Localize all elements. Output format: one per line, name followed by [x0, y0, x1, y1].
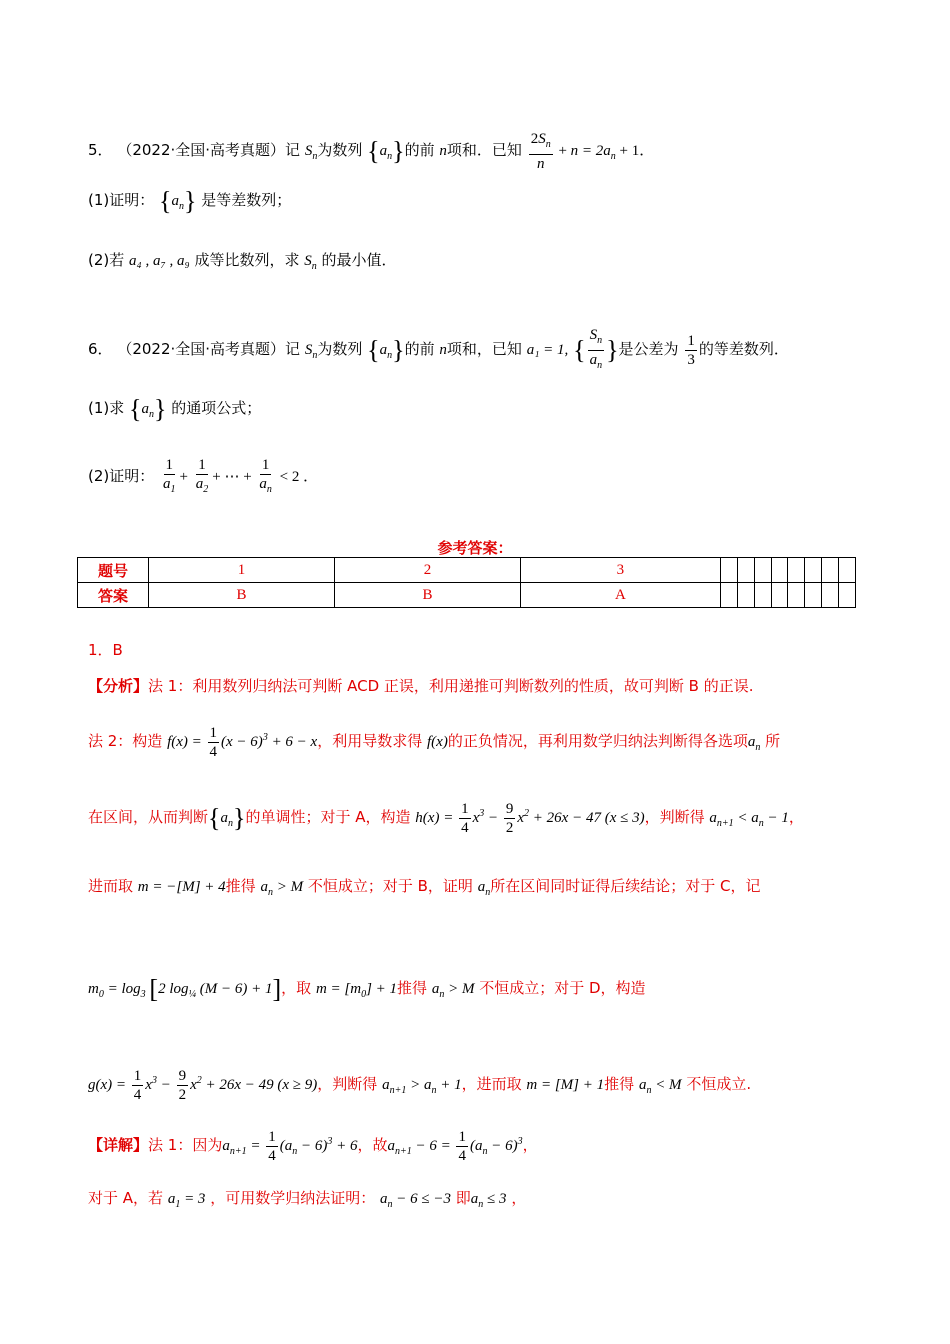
analysis-text: 所在区间同时证得后续结论；对于 C，记	[490, 877, 761, 895]
q5-equation: $\frac{2S_n}{n}$ + $n = 2a_n + 1$．	[530, 131, 655, 172]
table-cell	[822, 558, 839, 583]
q6-part1	[88, 394, 262, 425]
a6-inequality: $a_{n+1} > a_n + 1$	[382, 1076, 462, 1096]
table-cell	[822, 583, 839, 608]
n-symbol: n	[439, 142, 447, 159]
analysis-text: ，判断得	[644, 807, 705, 826]
a5-inequality: $a_n > M$	[431, 981, 475, 1000]
table-cell	[788, 558, 805, 583]
a1-value: $a_1 = 3$	[167, 1191, 206, 1210]
q6-sum: $\frac{1}{a_1}$ + $\frac{1}{a_2}$ + ⋯ + $\frac{1}{a_n}$ < 2	[163, 457, 300, 495]
detail-text: 对于 A，若	[88, 1189, 164, 1207]
analysis-text: 进而取	[88, 877, 134, 895]
analysis-text: 所	[765, 731, 781, 750]
analysis-text: 法 1：利用数列归纳法可判断 ACD 正误，利用递推可判断数列的性质，故可判断 B 的正误.	[148, 677, 754, 695]
q6-text: 记	[285, 339, 301, 358]
analysis-text: ，判断得	[317, 1074, 378, 1093]
table-row	[78, 583, 856, 608]
table-cell	[720, 558, 737, 583]
q6-text: 项和，已知	[446, 339, 522, 358]
table-cell	[839, 583, 856, 608]
table-cell	[771, 583, 788, 608]
q5-terms: a₄ , a₇ , a₉	[129, 253, 190, 269]
an-sequence: $\{a_n\}$	[159, 186, 197, 216]
q5-number: 5．	[88, 140, 113, 159]
analysis-text: ，	[788, 807, 804, 826]
analysis-text: 的单调性；对于 A，构造	[245, 807, 411, 826]
recurrence: $a_{n+1}$ = $\frac{1}{4}$ $(a_n - 6)^3 + 6$	[222, 1129, 358, 1164]
analysis-text: 推得	[225, 877, 256, 895]
table-cell: 1	[149, 558, 335, 583]
a6-conclusion: $a_n < M$	[638, 1076, 682, 1096]
detail-text: 即	[455, 1189, 471, 1207]
q5-part2-label: (2)若	[88, 251, 125, 269]
g-definition: g(x) = $\frac{1}{4}$ $x^3$ − $\frac{9}{2}$ $x^2 + 26x - 49$ (x ≥ 9)	[88, 1068, 318, 1103]
q5-stem	[88, 130, 654, 173]
f-symbol: f(x)	[427, 733, 448, 750]
analysis-text: 推得	[604, 1074, 635, 1093]
q5-eq-end: + 1．	[619, 142, 655, 159]
q6-part2-label: (2)证明：	[88, 466, 155, 485]
analysis-text: ，取	[281, 979, 312, 997]
recurrence-shifted: $a_{n+1} - 6$ = $\frac{1}{4}$ $(a_n - 6)^3$	[387, 1129, 523, 1164]
row-label: 题号	[78, 558, 149, 583]
q5-part2-tail: 的最小值．	[321, 251, 397, 269]
table-cell	[805, 558, 822, 583]
q6-text: 是公差为	[618, 339, 679, 358]
q6-part2-end: ．	[303, 466, 319, 485]
table-cell	[788, 583, 805, 608]
table-cell	[720, 583, 737, 608]
detail-text: ，	[522, 1135, 538, 1154]
analysis-text: 不恒成立.	[686, 1074, 752, 1093]
q5-text: 项和．已知	[446, 140, 522, 159]
q5-part1-text: 是等差数列；	[201, 191, 292, 209]
analysis-text: 推得	[397, 979, 428, 997]
detail-text: ，可用数学归纳法证明：	[210, 1189, 376, 1207]
analysis-line-4	[88, 876, 760, 903]
table-cell	[839, 558, 856, 583]
table-cell	[737, 558, 754, 583]
q5-source: （2022·全国·高考真题）	[117, 140, 286, 159]
analysis-text: 法 2：构造	[88, 731, 163, 750]
analysis-line-2	[88, 724, 780, 761]
q6-condition: a₁ = 1,	[526, 341, 569, 358]
detail-line-1	[88, 1128, 538, 1165]
detail-text: ，	[511, 1189, 527, 1207]
sn-symbol: $S_n$	[304, 142, 318, 162]
analysis-line-5	[88, 974, 646, 1005]
analysis-text: ，利用导数求得	[317, 731, 423, 750]
answers-title: 参考答案：	[437, 539, 513, 557]
an-sequence: $\{a_n\}$	[208, 803, 246, 833]
q5-part1	[88, 186, 292, 217]
induction-claim: $a_n - 6 \le -3$	[380, 1191, 451, 1210]
an-symbol: $a_n$	[477, 879, 491, 898]
table-cell	[754, 583, 771, 608]
table-row	[78, 558, 856, 583]
q5-text: 为数列	[317, 140, 363, 159]
detail-tag: 【详解】	[88, 1135, 149, 1154]
table-cell	[771, 558, 788, 583]
row-label: 答案	[78, 583, 149, 608]
table-cell: A	[520, 583, 720, 608]
m-choice: m = −[M] + 4	[137, 879, 226, 895]
analysis-text: ，进而取	[461, 1074, 522, 1093]
analysis-line-3	[88, 800, 804, 837]
sn-symbol: $S_n$	[304, 341, 318, 361]
q6-part1-text: 的通项公式；	[171, 399, 262, 417]
q6-part1-label: (1)求	[88, 399, 125, 417]
table-cell: B	[334, 583, 520, 608]
q6-part2	[88, 456, 318, 499]
detail-text: 法 1：因为	[148, 1135, 223, 1154]
table-cell	[737, 583, 754, 608]
q5-part1-label: (1)证明：	[88, 191, 155, 209]
an-sequence: $\{a_n\}$	[367, 335, 405, 365]
one-third: $\frac{1}{3}$	[687, 333, 695, 368]
an-sequence: $\{a_n\}$	[367, 136, 405, 166]
sn-over-an: { $\frac{S_n}{a_n}$ }	[573, 327, 619, 371]
analysis-line-1	[88, 676, 753, 696]
q6-text: 的前	[404, 339, 435, 358]
analysis-tag: 【分析】	[88, 677, 149, 695]
q5-text: 的前	[404, 140, 435, 159]
m0-definition: $m_0 = \log_3 [2$ $\log_{\frac{1}{4}} (M - 6) + 1$]	[88, 974, 282, 1004]
a3-inequality: $a_{n+1} < a_n - 1$	[709, 809, 789, 829]
an-sequence: $\{a_n\}$	[129, 394, 167, 424]
q5-part2	[88, 250, 397, 277]
n-symbol: n	[439, 341, 447, 358]
q6-text: 为数列	[317, 339, 363, 358]
h-definition: h(x) = $\frac{1}{4}$ $x^3$ − $\frac{9}{2}$ $x^2 + 26x - 47$ (x ≤ 3)	[415, 801, 645, 836]
an-symbol: $a_n$	[747, 733, 761, 753]
solution-head: 1．B	[88, 641, 123, 659]
analysis-text: 的正负情况，再利用数学归纳法判断得各选项	[447, 731, 748, 750]
q5-text: 记	[285, 140, 301, 159]
induction-result: $a_n \le 3$	[470, 1191, 507, 1210]
q6-number: 6．	[88, 339, 113, 358]
analysis-line-6	[88, 1067, 751, 1104]
m-choice-d: m = [M] + 1	[526, 1076, 605, 1093]
table-cell	[805, 583, 822, 608]
table-cell: 2	[334, 558, 520, 583]
q6-ineq: < 2	[279, 468, 300, 485]
m-choice-c: $m = [m_0] + 1$	[315, 981, 398, 1000]
detail-text: ，故	[357, 1135, 388, 1154]
analysis-text: 在区间，从而判断	[88, 807, 209, 826]
table-cell: 3	[520, 558, 720, 583]
q6-text: 的等差数列．	[698, 339, 789, 358]
a4-inequality: $a_n > M$	[260, 879, 304, 898]
q5-eq-rhs: = 2a	[581, 142, 611, 159]
q5-part2-text: 成等比数列，求	[194, 251, 300, 269]
table-cell: B	[149, 583, 335, 608]
f-definition: f(x) = $\frac{1}{4}$ $(x - 6)^3 + 6 - x$	[167, 725, 318, 760]
sn-symbol: $S_n$	[304, 253, 317, 272]
table-cell	[754, 558, 771, 583]
q6-source: （2022·全国·高考真题）	[117, 339, 286, 358]
detail-line-2	[88, 1188, 526, 1215]
q6-stem	[88, 326, 789, 375]
analysis-text: 不恒成立；对于 B，证明	[307, 877, 473, 895]
answer-table	[77, 557, 856, 608]
analysis-text: 不恒成立；对于 D，构造	[479, 979, 646, 997]
